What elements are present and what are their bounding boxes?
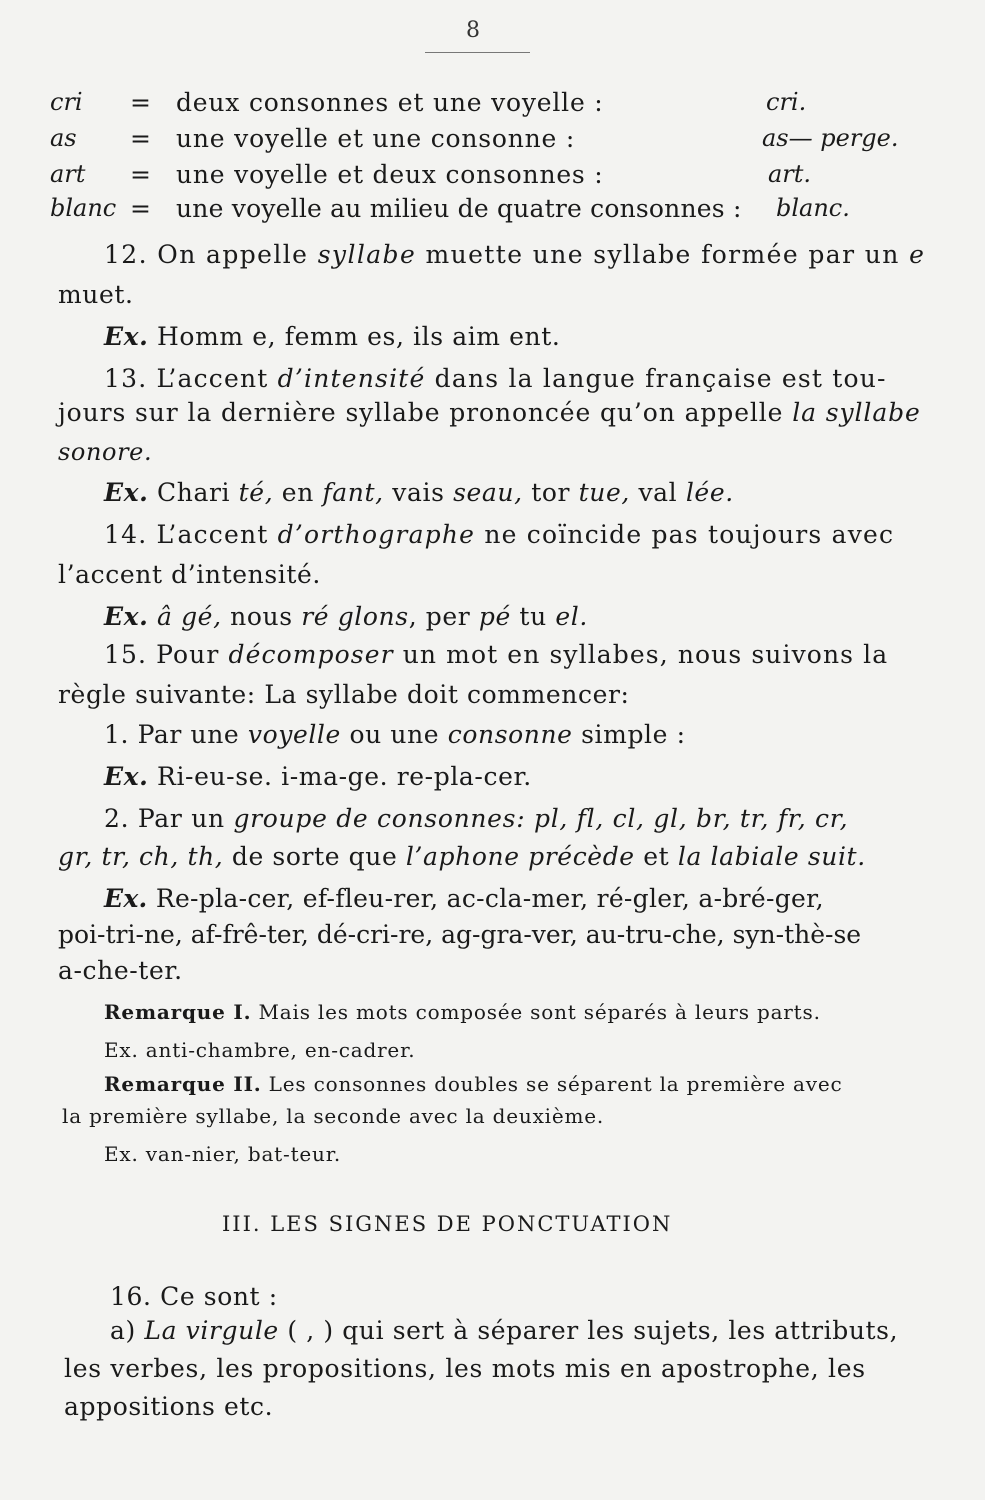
example-label: Ex. (104, 478, 149, 507)
page-number-rule (425, 52, 530, 53)
rule-2: 2. Par un groupe de consonnes: pl, fl, cl, gl, br, tr, fr, cr, (104, 804, 849, 833)
table-equals: = (130, 160, 151, 189)
example-label: Ex. (104, 762, 149, 791)
remark-2-example: Ex. van-nier, bat-teur. (104, 1142, 342, 1166)
remark-2: Remarque II. Les consonnes doubles se séparent la première avec (104, 1072, 843, 1096)
example-rule-2-line2: poi-tri-ne, af-frê-ter, dé-cri-re, ag-gra-ver, au-tru-che, syn-thè-se (58, 920, 862, 949)
remark-2-line2: la première syllabe, la seconde avec la deuxième. (62, 1104, 605, 1128)
term: syllabe (317, 240, 417, 269)
table-word: blanc (50, 194, 117, 222)
table-word: as (50, 124, 77, 152)
example-rule-2-line3: a-che-ter. (58, 956, 183, 985)
rule-1: 1. Par une voyelle ou une consonne simple : (104, 720, 686, 749)
example-label: Ex. (104, 322, 149, 351)
section-heading: III. LES SIGNES DE PONCTUATION (222, 1212, 673, 1236)
paragraph-a: a) La virgule ( , ) qui sert à séparer les sujets, les attributs, (110, 1316, 899, 1345)
example-12: Ex. Homm e, femm es, ils aim ent. (104, 322, 561, 351)
table-row (0, 88, 985, 122)
term: d’intensité (277, 364, 426, 393)
table-example: blanc. (776, 194, 850, 222)
example-label: Ex. (104, 884, 148, 913)
table-row (0, 160, 985, 194)
table-desc: une voyelle et deux consonnes : (176, 160, 604, 189)
paragraph-15-line2: règle suivante: La syllabe doit commencer: (58, 680, 630, 709)
table-example: cri. (766, 88, 807, 116)
paragraph-14-line2: l’accent d’intensité. (58, 560, 321, 589)
example-label: Ex. (104, 602, 149, 631)
table-desc: une voyelle au milieu de quatre consonnes : (176, 194, 742, 223)
remark-1-example: Ex. anti-chambre, en-cadrer. (104, 1038, 416, 1062)
table-desc: deux consonnes et une voyelle : (176, 88, 604, 117)
paragraph-13-line3: sonore. (58, 438, 153, 466)
example-rule-1: Ex. Ri-eu-se. i-ma-ge. re-pla-cer. (104, 762, 532, 791)
table-equals: = (130, 194, 151, 223)
example-rule-2: Ex. Re-pla-cer, ef-fleu-rer, ac-cla-mer, ré-gler, a-bré-ger, (104, 884, 824, 913)
table-word: art (50, 160, 86, 188)
paragraph-a-line3: appositions etc. (64, 1392, 274, 1421)
paragraph-15: 15. Pour décomposer un mot en syllabes, nous suivons la (104, 640, 889, 669)
rule-2-line2: gr, tr, ch, th, de sorte que l’aphone précède et la labiale suit. (58, 842, 866, 871)
table-row (0, 194, 985, 228)
table-example: art. (768, 160, 812, 188)
table-equals: = (130, 88, 151, 117)
table-equals: = (130, 124, 151, 153)
paragraph-16: 16. Ce sont : (110, 1282, 278, 1311)
paragraph-14: 14. L’accent d’orthographe ne coïncide pas toujours avec (104, 520, 895, 549)
remark-label: Remarque II. (104, 1072, 262, 1096)
remark-label: Remarque I. (104, 1000, 252, 1024)
example-13: Ex. Chari té, en fant, vais seau, tor tue, val lée. (104, 478, 734, 507)
paragraph-12-cont: muet. (58, 280, 134, 309)
paragraph-13: 13. L’accent d’intensité dans la langue française est tou- (104, 364, 887, 393)
term: La virgule (144, 1316, 279, 1345)
term: d’orthographe (277, 520, 476, 549)
paragraph-a-line2: les verbes, les propositions, les mots mis en apostrophe, les (64, 1354, 866, 1383)
table-row (0, 124, 985, 158)
paragraph-12: 12. On appelle syllabe muette une syllabe formée par un e (104, 240, 926, 269)
table-desc: une voyelle et une consonne : (176, 124, 576, 153)
table-example: as— perge. (762, 124, 899, 152)
example-14: Ex. â gé, nous ré glons, per pé tu el. (104, 602, 588, 631)
table-word: cri (50, 88, 83, 116)
page-number: 8 (466, 18, 480, 43)
term: décomposer (228, 640, 394, 669)
paragraph-13-line2: jours sur la dernière syllabe prononcée qu’on appelle la syllabe (58, 398, 921, 427)
remark-1: Remarque I. Mais les mots composée sont séparés à leurs parts. (104, 1000, 821, 1024)
